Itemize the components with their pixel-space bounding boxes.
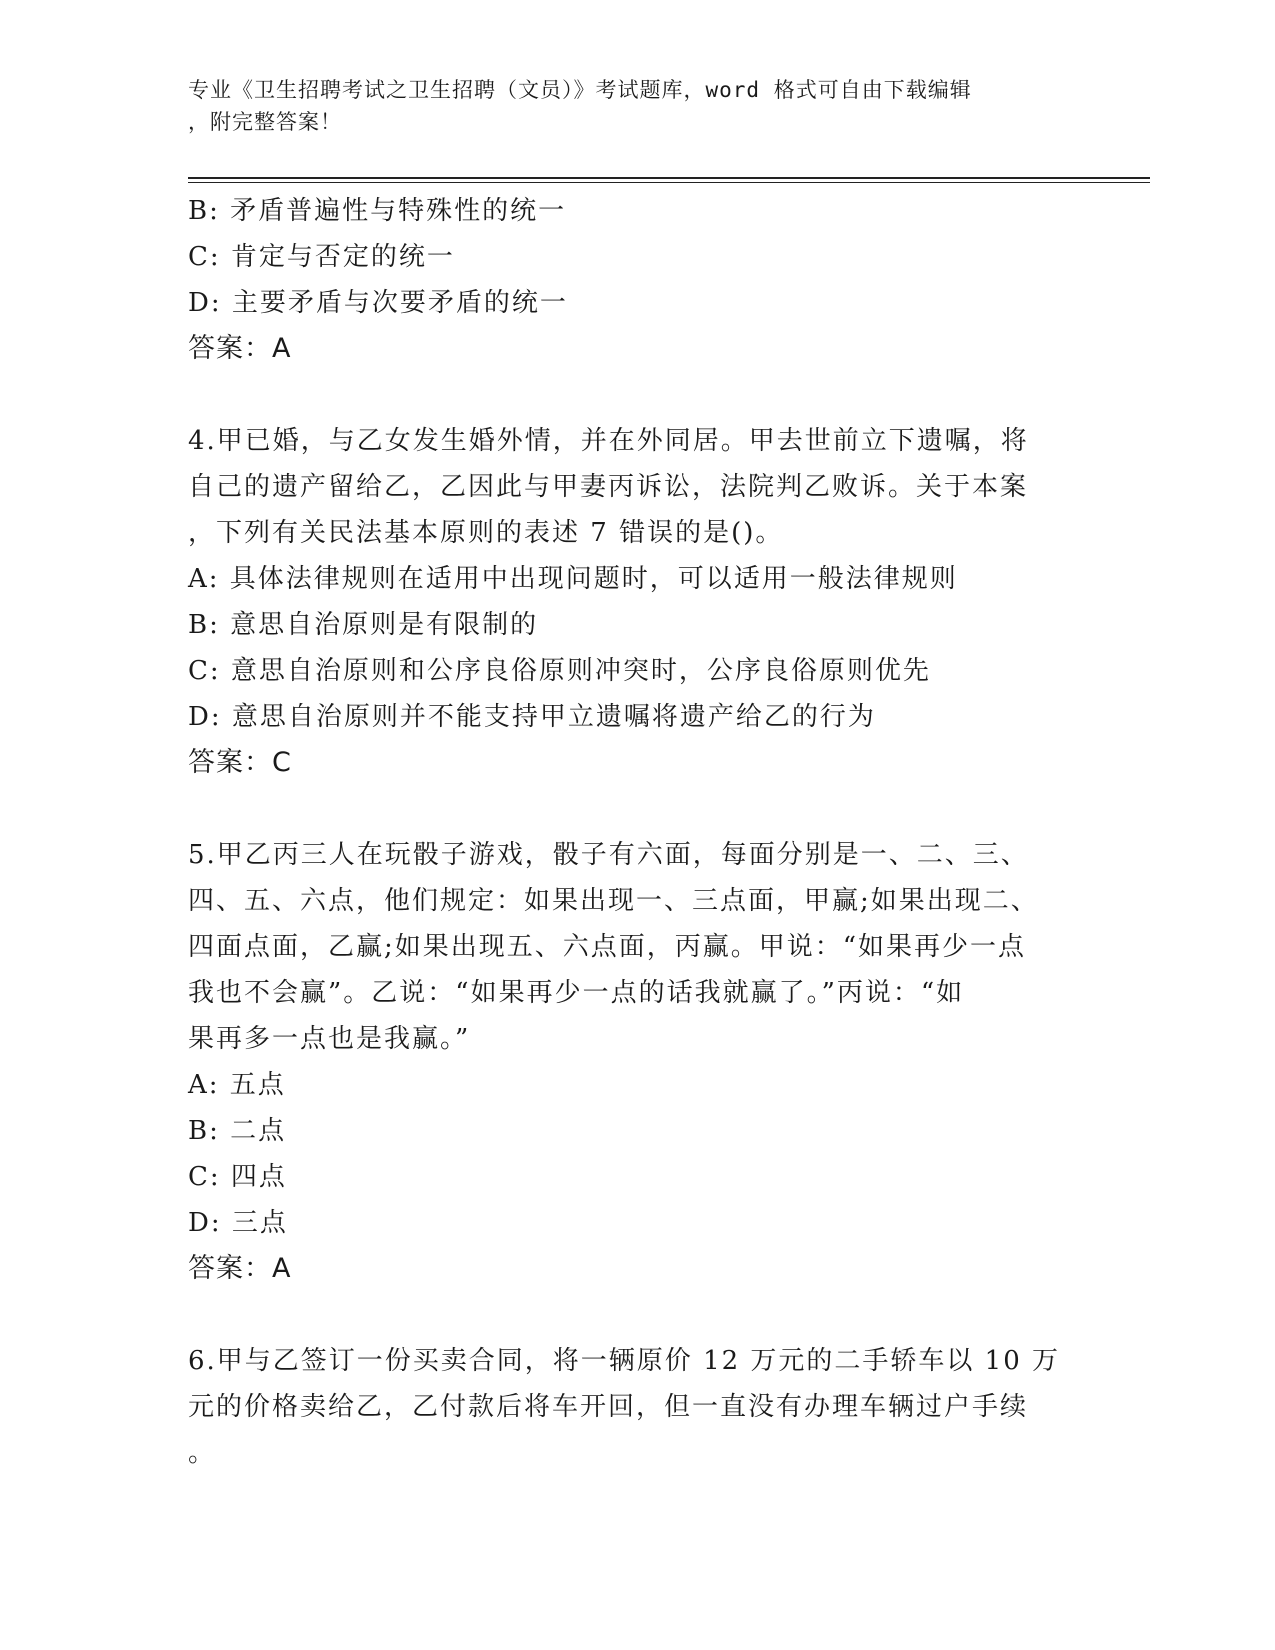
question-3-options xyxy=(188,188,1088,372)
question-stem-line: ，下列有关民法基本原则的表述 7 错误的是()。 xyxy=(188,518,784,548)
question-stem-line: 4.甲已婚，与乙女发生婚外情，并在外同居。甲去世前立下遗嘱，将 xyxy=(188,426,1029,456)
header-rule-thick xyxy=(188,177,1150,179)
header-rule-thin xyxy=(188,182,1150,183)
question-stem-line: 自己的遗产留给乙，乙因此与甲妻丙诉讼，法院判乙败诉。关于本案 xyxy=(188,472,1029,502)
question-stem-line: 5.甲乙丙三人在玩骰子游戏，骰子有六面，每面分别是一、二、三、 xyxy=(188,840,1029,870)
question-stem-line: 6.甲与乙签订一份买卖合同，将一辆原价 12 万元的二手轿车以 10 万 xyxy=(188,1346,1061,1376)
question-4 xyxy=(188,418,1088,786)
option-a: A: 五点 xyxy=(188,1070,286,1100)
question-5 xyxy=(188,832,1088,1292)
option-b: B: 意思自治原则是有限制的 xyxy=(188,610,539,640)
spacer xyxy=(188,372,1088,418)
question-stem-line: 四面点面，乙赢;如果出现五、六点面，丙赢。甲说：“如果再少一点 xyxy=(188,932,1027,962)
spacer xyxy=(188,786,1088,832)
question-stem-line: 我也不会赢”。乙说：“如果再少一点的话我就赢了。”丙说：“如 xyxy=(188,978,965,1008)
option-c: C: 四点 xyxy=(188,1162,287,1192)
option-d: D: 三点 xyxy=(188,1208,288,1238)
option-a: A: 具体法律规则在适用中出现问题时，可以适用一般法律规则 xyxy=(188,564,958,594)
option-b: B: 矛盾普遍性与特殊性的统一 xyxy=(188,196,567,226)
answer-line: 答案：A xyxy=(188,1253,292,1284)
option-d: D: 意思自治原则并不能支持甲立遗嘱将遗产给乙的行为 xyxy=(188,702,876,732)
option-c: C: 肯定与否定的统一 xyxy=(188,242,455,272)
header-line-2: ，附完整答案！ xyxy=(188,110,342,134)
option-d: D: 主要矛盾与次要矛盾的统一 xyxy=(188,288,568,318)
answer-line: 答案：A xyxy=(188,333,292,364)
spacer xyxy=(188,1292,1088,1338)
option-b: B: 二点 xyxy=(188,1116,287,1146)
question-stem-line: 果再多一点也是我赢。” xyxy=(188,1024,471,1054)
question-content xyxy=(188,188,1088,1476)
option-c: C: 意思自治原则和公序良俗原则冲突时，公序良俗原则优先 xyxy=(188,656,931,686)
document-header xyxy=(188,74,1068,138)
question-stem-line: 。 xyxy=(188,1438,217,1468)
answer-line: 答案：C xyxy=(188,747,292,778)
question-6 xyxy=(188,1338,1088,1476)
header-line-1: 专业《卫生招聘考试之卫生招聘（文员）》考试题库，word 格式可自由下载编辑 xyxy=(188,78,972,102)
question-stem-line: 元的价格卖给乙，乙付款后将车开回，但一直没有办理车辆过户手续 xyxy=(188,1392,1029,1422)
question-stem-line: 四、五、六点，他们规定：如果出现一、三点面，甲赢;如果出现二、 xyxy=(188,886,1039,916)
